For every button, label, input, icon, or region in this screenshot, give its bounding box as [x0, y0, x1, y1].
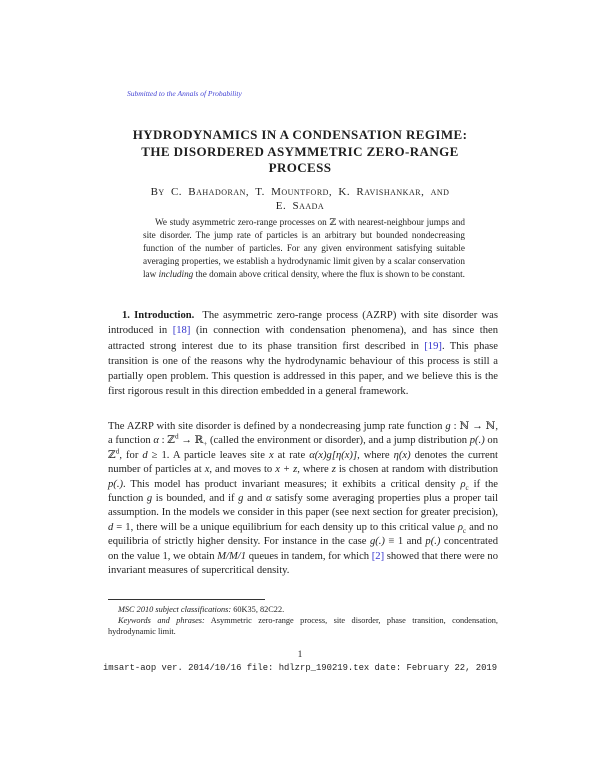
text-run: g(.): [369, 536, 385, 548]
text-run: , where: [357, 449, 394, 461]
text-run: . This phase transition is one of the reasons why the hydrodynamic behaviour of this process is still a partially open problem. This question is addressed in this paper, and we believe this is the first rigorous result in this direction embedded in a general framework.: [108, 340, 498, 398]
text-run: if the function: [108, 478, 498, 505]
text-run: , for: [119, 449, 143, 461]
typesetting-footer: imsart-aop ver. 2014/10/16 file: hdlzrp_190219.tex date: February 22, 2019: [102, 663, 498, 673]
text-run: ρ: [460, 478, 466, 490]
text-run: We study asymmetric zero-range processes on ℤ with nearest-neighbour jumps and site disorder. The jump rate of particles is an arbitrary but bounded nondecreasing function of the number of particles. For any given environment satisfying suitable averaging properties, we establish a hydrodynamic limit given by a scalar conservation law: [143, 217, 465, 280]
text-run: (called the environment or disorder), and a jump distribution: [207, 435, 470, 447]
text-run: d: [142, 449, 148, 461]
text-run: g: [146, 493, 153, 505]
introduction-paragraph-2: [108, 420, 498, 578]
text-run: . This model has product invariant measures; it exhibits a critical density: [123, 478, 461, 490]
keywords-footnote: [108, 615, 498, 637]
text-run: showed that there were no invariant measures of supercritical density.: [108, 550, 499, 577]
text-run: ≡ 1 and: [384, 536, 426, 548]
text-run: on ℤ: [108, 435, 498, 461]
text-run: the domain above critical density, where the flux is shown to be constant.: [193, 269, 465, 280]
text-run: → ℝ: [178, 435, 204, 447]
text-run: including: [158, 269, 194, 280]
paper-title: [0, 127, 600, 177]
text-run: MSC 2010 subject classifications:: [118, 605, 232, 614]
paper-title-line-1: HYDRODYNAMICS IN A CONDENSATION REGIME:: [132, 127, 468, 142]
text-run: x: [268, 449, 274, 461]
text-run: 60K35, 82C22.: [231, 605, 285, 614]
text-run: g: [445, 421, 451, 432]
text-run: p(.): [425, 536, 441, 548]
text-run: is chosen at random with distribution: [335, 464, 499, 476]
text-run: ≥ 1. A particle leaves site: [147, 449, 269, 461]
introduction-paragraph-1: [108, 308, 498, 400]
text-run: c: [465, 483, 469, 492]
text-run: : ℤ: [158, 435, 175, 447]
text-run: = 1, there will be a unique equilibrium for each density up to this critical value: [113, 521, 458, 533]
text-run: is bounded, and if: [152, 493, 239, 505]
text-run: η(x): [393, 449, 411, 461]
authors-line-1: By C. Bahadoran, T. Mountford, K. Ravishankar, and: [150, 186, 450, 198]
text-run: queues in tandem, for which: [246, 550, 372, 562]
text-run: g: [238, 493, 244, 505]
text-run: The AZRP with site disorder is defined by a nondecreasing jump rate function: [108, 421, 446, 432]
text-run: z: [331, 464, 336, 476]
msc-footnote: [108, 604, 498, 615]
paper-title-line-2: THE DISORDERED ASYMMETRIC ZERO-RANGE: [141, 143, 459, 159]
text-run: and no equilibria of strictly higher density. For instance in the case: [108, 521, 499, 548]
abstract: [143, 216, 465, 281]
text-run: and: [243, 493, 266, 505]
text-run: 1. Introduction.: [122, 310, 195, 321]
text-run: α(x)g[η(x)]: [309, 449, 358, 461]
text-run: ρ: [457, 521, 463, 533]
text-run: x: [204, 464, 210, 476]
text-run: d: [174, 432, 179, 441]
text-run: The asymmetric zero-range process (AZRP) with site disorder was introduced in: [108, 310, 498, 337]
text-run: satisfy some averaging properties plus a proper tail assumption. In the models we consider in this paper (see next section for greater precision),: [108, 493, 499, 519]
text-run: α: [265, 493, 272, 505]
text-run: +: [203, 440, 208, 449]
text-run: x + z: [275, 464, 298, 476]
text-run: : ℕ → ℕ, a function: [108, 421, 498, 447]
text-run: α: [153, 435, 159, 447]
text-run: concentrated on the value 1, we obtain: [108, 536, 498, 562]
text-run: d: [108, 521, 114, 533]
citation-link[interactable]: [19]: [424, 340, 442, 352]
paper-title-line-3: PROCESS: [268, 160, 332, 175]
authors-line-2: E. Saada: [275, 199, 325, 212]
text-run: p(.): [108, 478, 124, 490]
text-run: Asymmetric zero-range process, site disorder, phase transition, condensation, hydrodynamic limit.: [108, 616, 498, 636]
text-run: c: [462, 526, 467, 535]
text-run: at rate: [273, 449, 310, 461]
footnotes: [108, 604, 498, 637]
text-run: d: [115, 447, 120, 456]
citation-link[interactable]: [2]: [371, 550, 385, 562]
text-run: M/M/1: [217, 550, 247, 562]
text-run: , and moves to: [209, 464, 276, 476]
page-number: 1: [297, 650, 303, 660]
text-run: denotes the current number of particles at: [108, 449, 498, 476]
text-run: Keywords and phrases:: [118, 616, 205, 625]
authors-byline: [0, 186, 600, 213]
text-run: p(.): [469, 435, 485, 447]
footnote-rule: [108, 599, 265, 600]
text-run: , where: [297, 464, 332, 476]
journal-submission-note: Submitted to the Annals of Probability: [127, 89, 242, 98]
text-run: (in connection with condensation phenomena), and has since then attracted strong interest due to its phase transition first described in: [108, 325, 499, 352]
citation-link[interactable]: [18]: [172, 325, 191, 337]
